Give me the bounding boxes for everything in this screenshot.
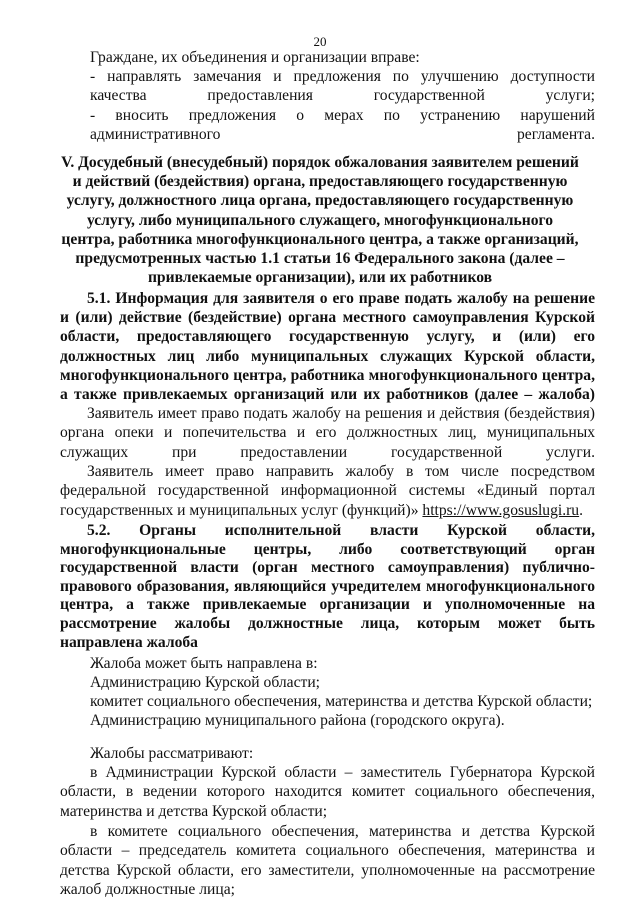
section-5-heading: V. Досудебный (внесудебный) порядок обжалования заявителем решений и действий (бездействия) органа, предоставляющего государственную услугу, должностного лица органа, предоставляющего государственную услугу, либо муниципального служащего, многофункционального центра, работника многофункционального центра, а также организаций, предусмотренных частью 1.1 статьи 16 Федерального закона (далее – привлекаемые организации), или их работников xyxy=(61,154,579,287)
may-be-sent-label: Жалоба может быть направлена в: xyxy=(90,655,318,672)
gosuslugi-link[interactable]: https://www.gosuslugi.ru xyxy=(422,501,580,519)
reviewer-2: в комитете социального обеспечения, материнства и детства Курской области – председатель комитета социального обеспечения, материнства и детства Курской области, его заместители, уполномоченные на рассмотрение жалоб должностные лица; xyxy=(60,823,595,898)
section-5-1-paragraph-2 xyxy=(60,462,595,520)
paragraph-2-end: . xyxy=(579,501,583,519)
addressee-2: комитет социального обеспечения, материнства и детства Курской области; xyxy=(90,693,593,710)
section-5-1-heading: 5.1. Информация для заявителя о его праве подать жалобу на решение и (или) действие (бездействие) органа местного самоуправления Курской области, предоставляющего государственную услугу, и (или) его должностных лиц либо муниципальных служащих Курской области, многофункционального центра, работника многофункционального центра, а также привлекаемых организаций или их работников (далее – жалоба) xyxy=(60,290,595,404)
section-5-1-paragraph-1: Заявитель имеет право подать жалобу на решения и действия (бездействия) органа опеки и попечительства и его должностных лиц, муниципальных служащих при предоставлении государственной услуги. xyxy=(60,405,595,461)
addressee-3: Администрацию муниципального района (городского округа). xyxy=(90,712,505,729)
paragraph-2-text: Заявитель имеет право направить жалобу в том числе посредством федеральной государственной информационной системы «Единый портал государственных и муниципальных услуг (функций)» xyxy=(60,463,595,519)
page-number: 20 xyxy=(313,34,327,49)
intro-item-2: - вносить предложения о мерах по устранению нарушений административного регламента. xyxy=(90,107,595,144)
intro-item-1: - направлять замечания и предложения по улучшению доступности качества предоставления государственной услуги; xyxy=(90,68,595,105)
reviewer-1: в Администрации Курской области – заместитель Губернатора Курской области, в ведении которого находится комитет социального обеспечения, материнства и детства Курской области; xyxy=(60,764,595,820)
addressee-1: Администрацию Курской области; xyxy=(90,674,321,691)
reviewed-by-label: Жалобы рассматривают: xyxy=(90,745,254,762)
intro-lead: Граждане, их объединения и организации вправе: xyxy=(90,49,420,66)
section-5-2-heading: 5.2. Органы исполнительной власти Курской области, многофункциональные центры, либо соответствующий орган государственной власти (орган местного самоуправления) публично-правового образования, являющийся учредителем многофункционального центра, а также привлекаемые организации и уполномоченные на рассмотрение жалобы должностные лица, которым может быть направлена жалоба xyxy=(60,522,595,651)
